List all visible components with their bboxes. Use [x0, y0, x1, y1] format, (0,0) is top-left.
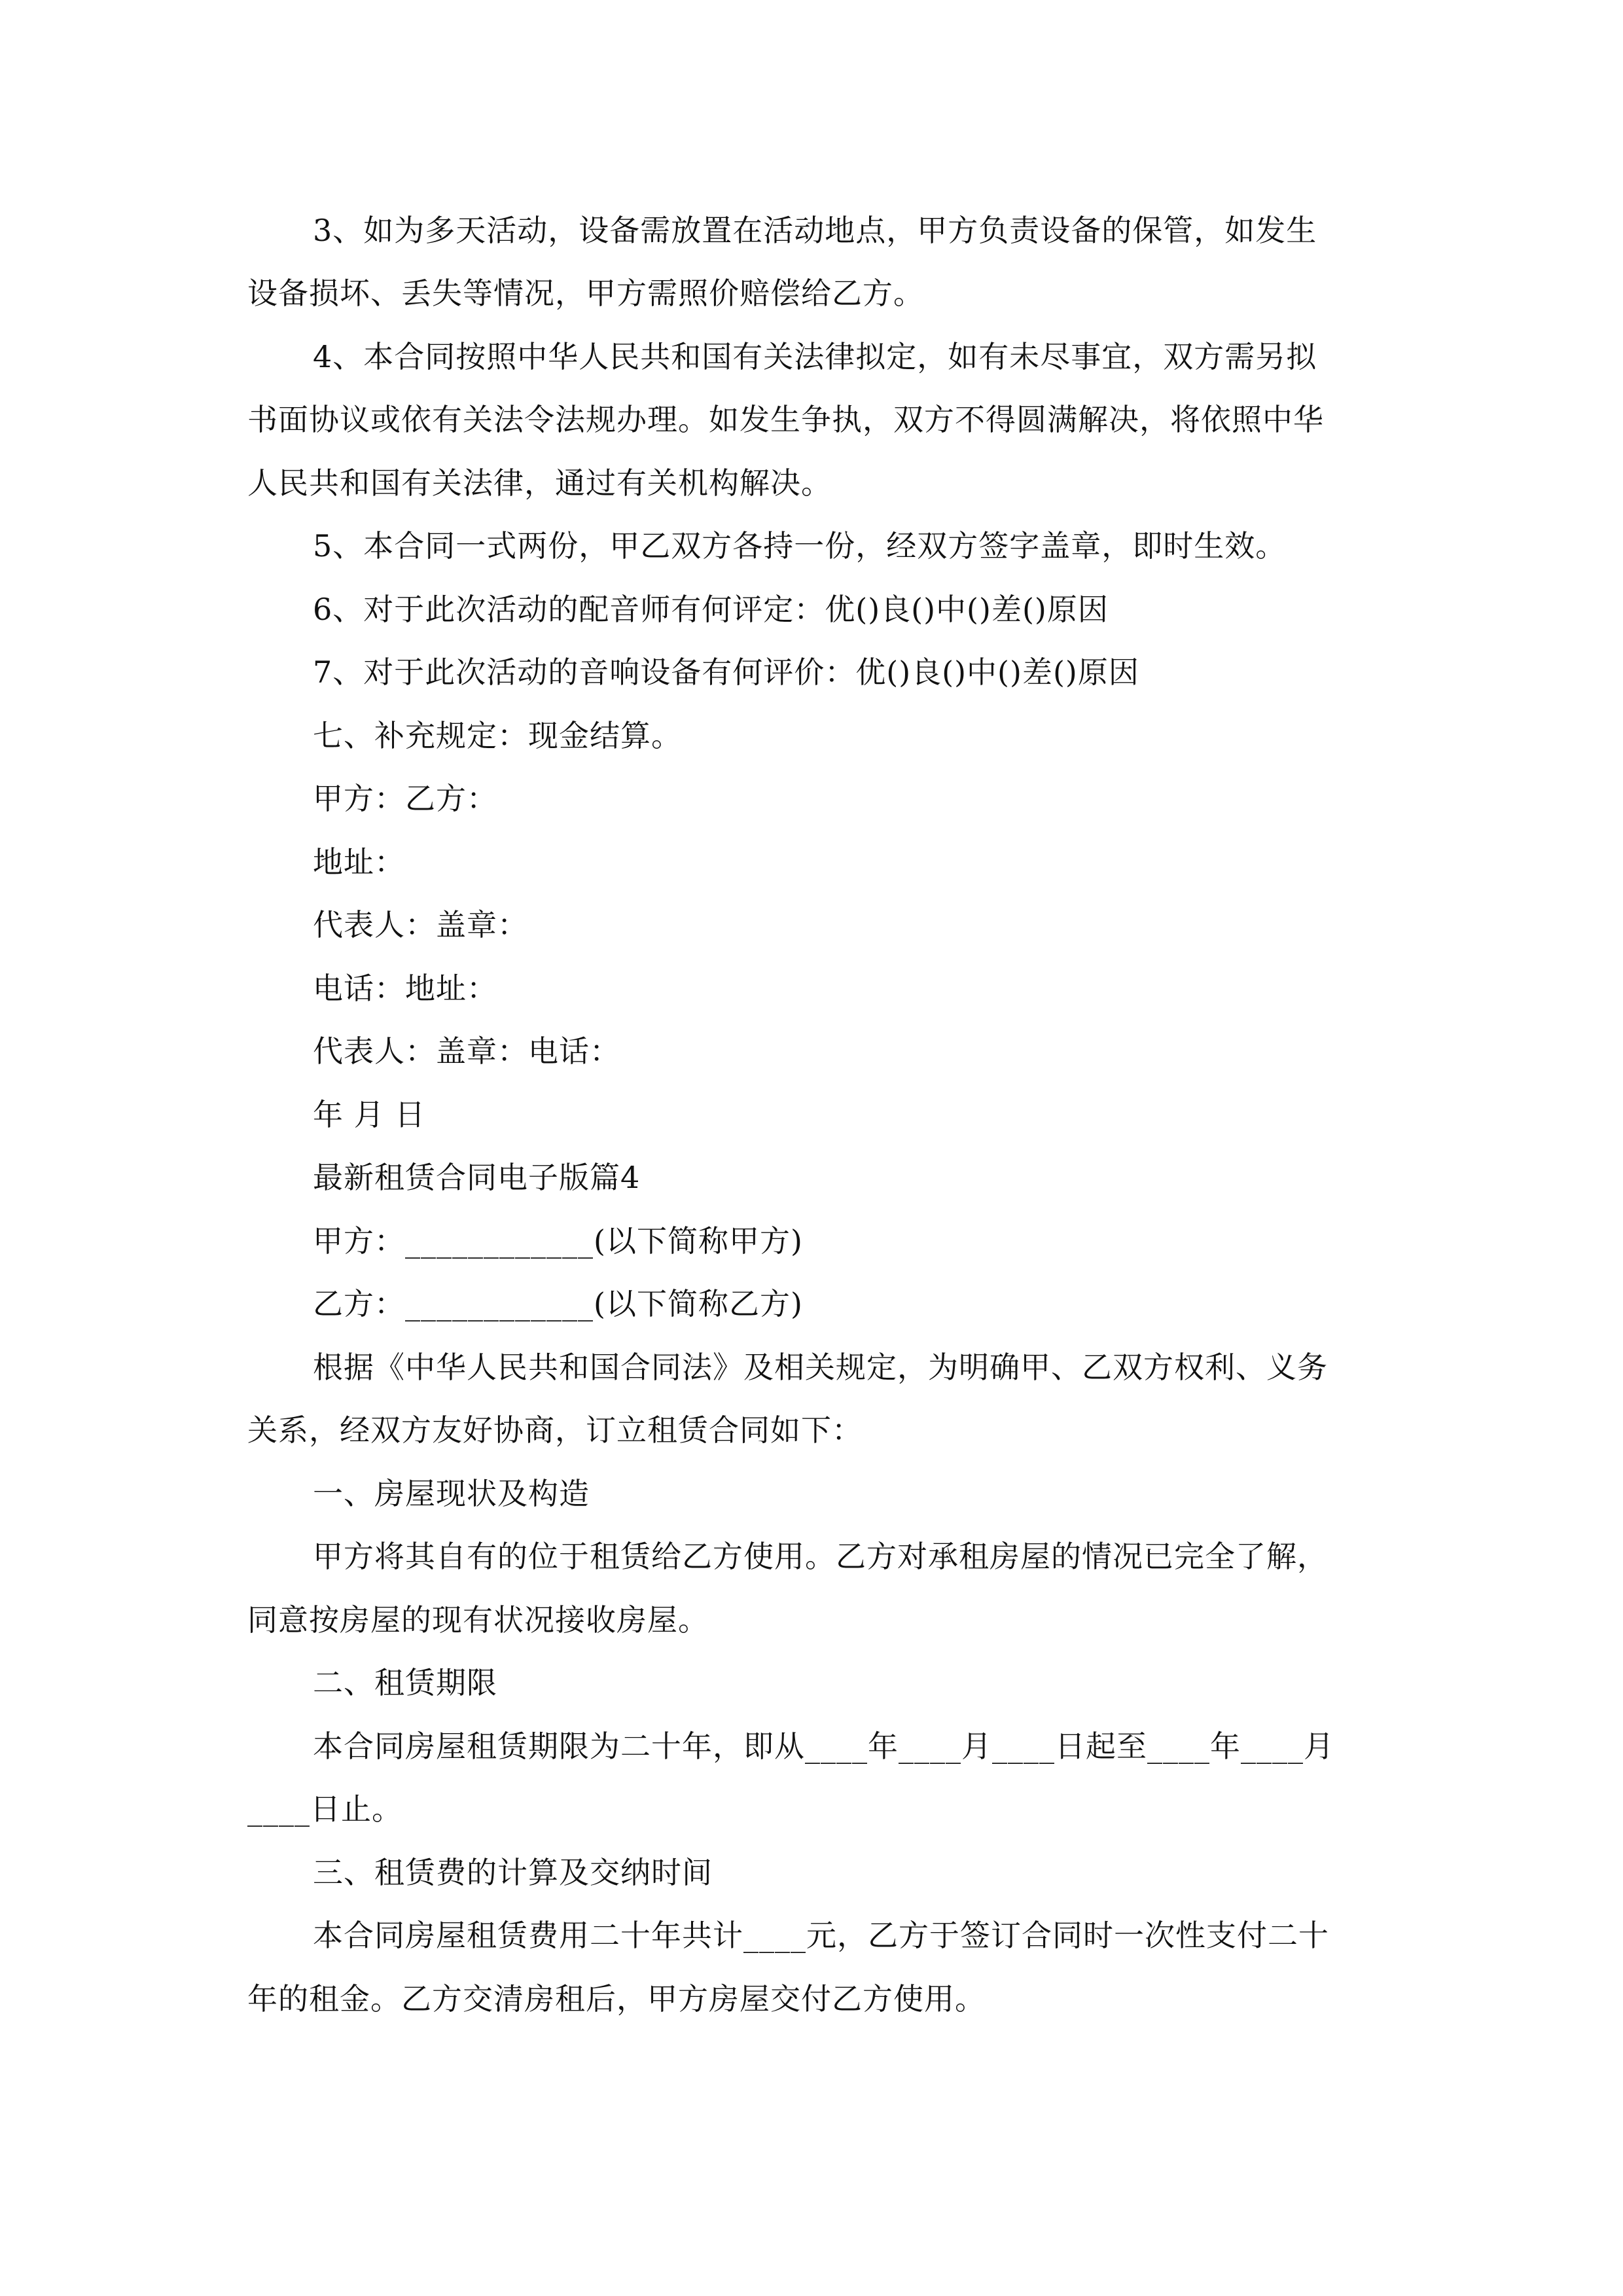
signature-line: 地址： — [313, 844, 405, 880]
paragraph-line: ____日止。 — [247, 1791, 402, 1827]
party-a-line: 甲方：____________(以下简称甲方) — [313, 1223, 803, 1259]
signature-line: 电话：地址： — [313, 971, 497, 1006]
date-line: 年 月 日 — [313, 1097, 426, 1132]
paragraph-line: 5、本合同一式两份，甲乙双方各持一份，经双方签字盖章，即时生效。 — [313, 528, 1287, 564]
paragraph-line: 6、对于此次活动的配音师有何评定：优()良()中()差()原因 — [313, 592, 1109, 627]
paragraph-line: 人民共和国有关法律，通过有关机构解决。 — [247, 465, 832, 501]
paragraph-line: 4、本合同按照中华人民共和国有关法律拟定，如有未尽事宜，双方需另拟 — [313, 339, 1317, 374]
signature-line: 代表人：盖章： — [313, 907, 528, 942]
paragraph-line: 同意按房屋的现有状况接收房屋。 — [247, 1602, 709, 1638]
section-heading: 三、租赁费的计算及交纳时间 — [313, 1855, 713, 1890]
paragraph-line: 书面协议或依有关法令法规办理。如发生争执，双方不得圆满解决，将依照中华 — [247, 402, 1324, 437]
paragraph-line: 本合同房屋租赁期限为二十年，即从____年____月____日起至____年____月 — [313, 1729, 1334, 1764]
paragraph-line: 7、对于此次活动的音响设备有何评价：优()良()中()差()原因 — [313, 655, 1139, 690]
document-title: 最新租赁合同电子版篇4 — [313, 1160, 641, 1195]
paragraph-line: 3、如为多天活动，设备需放置在活动地点，甲方负责设备的保管，如发生 — [313, 213, 1317, 248]
paragraph-line: 关系，经双方友好协商，订立租赁合同如下： — [247, 1412, 863, 1448]
paragraph-line: 本合同房屋租赁费用二十年共计____元，乙方于签订合同时一次性支付二十 — [313, 1918, 1329, 1953]
paragraph-line: 设备损坏、丢失等情况，甲方需照价赔偿给乙方。 — [247, 276, 924, 311]
signature-line: 代表人：盖章：电话： — [313, 1033, 620, 1069]
section-heading: 一、房屋现状及构造 — [313, 1476, 590, 1511]
party-b-line: 乙方：____________(以下简称乙方) — [313, 1286, 803, 1321]
paragraph-line: 根据《中华人民共和国合同法》及相关规定，为明确甲、乙双方权利、义务 — [313, 1350, 1328, 1385]
paragraph-line: 甲方将其自有的位于租赁给乙方使用。乙方对承租房屋的情况已完全了解， — [313, 1539, 1328, 1574]
paragraph-line: 年的租金。乙方交清房租后，甲方房屋交付乙方使用。 — [247, 1981, 986, 2017]
signature-line: 甲方：乙方： — [313, 781, 497, 816]
section-heading: 七、补充规定：现金结算。 — [313, 718, 682, 753]
section-heading: 二、租赁期限 — [313, 1665, 497, 1700]
